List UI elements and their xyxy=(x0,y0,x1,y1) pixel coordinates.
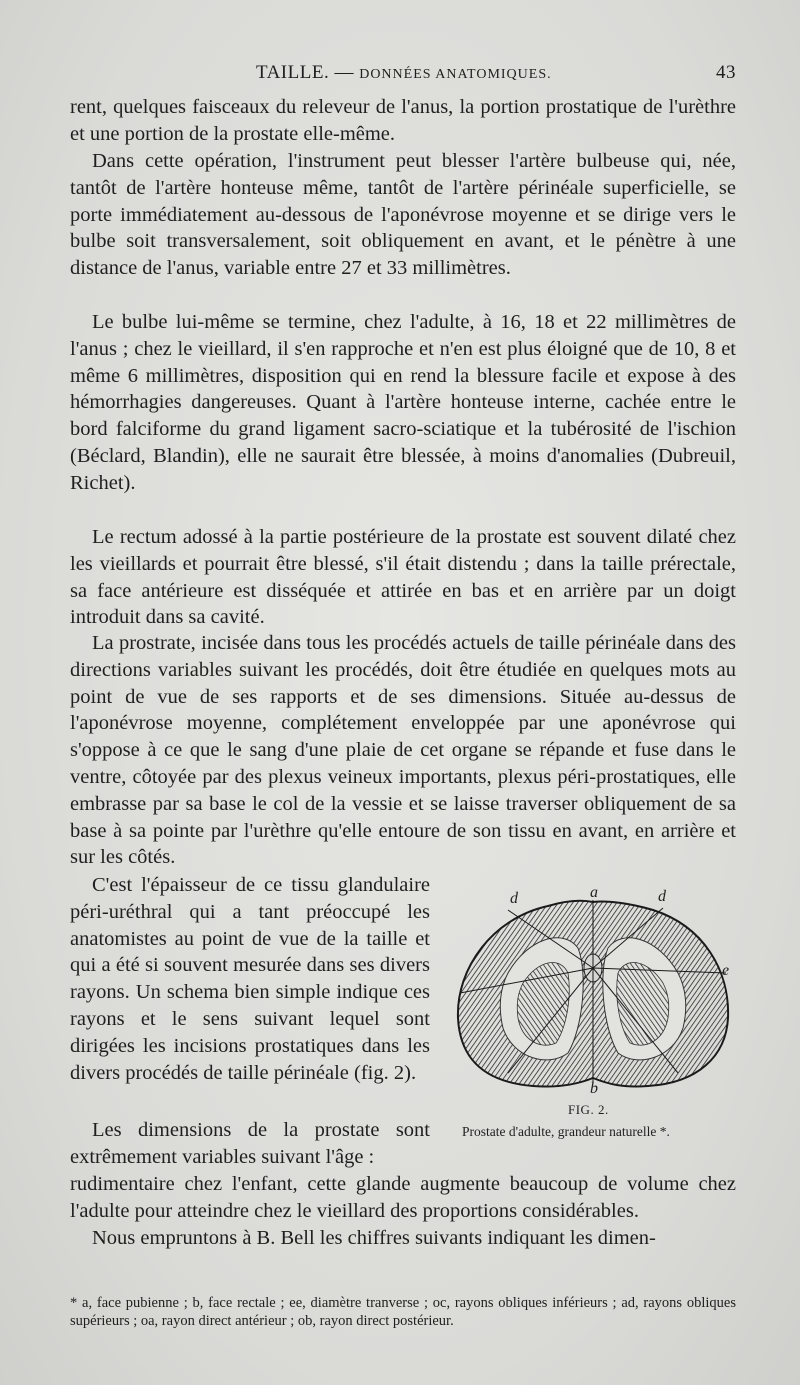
paragraph-7-start: Les dimensions de la prostate sont extrêmement variables suivant l'âge : xyxy=(70,1119,430,1168)
paragraph-6: C'est l'épaisseur de ce tissu glandulaire péri-uréthral qui a tant préoccupé les anatomistes au point de vue de la taille et qui a été si souvent mesurée dans ses divers rayons. Un schema bien simple indique ces rayons et le sens suivant lequel sont dirigées les incisions prostatiques dans les divers procédés de taille périnéale (fig. 2). xyxy=(70,874,430,1084)
running-title-small: DONNÉES ANATOMIQUES. xyxy=(359,67,552,82)
figure-label-d-right: d xyxy=(658,888,666,905)
figure-label-e: e xyxy=(722,962,730,979)
footnote-text: * a, face pubienne ; b, face rectale ; ee, diamètre tranverse ; oc, rayons obliques inférieurs ; ad, rayons obliques supérieurs ; oa, rayon direct antérieur ; ob, rayon direct postérieur. xyxy=(70,1295,736,1329)
paragraph-8: Nous empruntons à B. Bell les chiffres suivants indiquant les dimen- xyxy=(92,1227,656,1249)
figure-label-a: a xyxy=(590,884,598,901)
paragraph-5: La prostrate, incisée dans tous les procédés actuels de taille périnéale dans des directions variables suivant les procédés, doit être étudiée en quelques mots au point de vue de ses rapports et de ses dimensions. Située au-dessus de l'aponévrose moyenne, complétement enveloppée par une aponévrose qui s'oppose à ce que le sang d'une plaie de cet organe se répande et fuse dans le ventre, côtoyée par des plexus veineux importants, plexus péri-prostatiques, elle embrasse par sa base le col de la vessie et se laisse traverser obliquement de sa base à sa pointe par l'urèthre qu'elle entoure de son tissu en avant, en arrière et sur les côtés. xyxy=(70,632,736,869)
running-title-main: TAILLE. — xyxy=(256,62,354,83)
figure-number: FIG. 2. xyxy=(568,1102,609,1117)
paragraph-3: Le bulbe lui-même se termine, chez l'adulte, à 16, 18 et 22 millimètres de l'anus ; chez le vieillard, il s'en rapproche et n'en est plus éloigné que de 10, 8 et même 6 millimètres, disposition qui en rend la blessure facile et expose à des hémorrhagies dangereuses. Quant à l'artère honteuse interne, cachée entre le bord falciforme du grand ligament sacro-sciatique et la tubérosité de l'ischion (Béclard, Blandin), elle ne saurait être blessée, à moins d'anomalies (Dubreuil, Richet). xyxy=(70,311,736,494)
page-number: 43 xyxy=(716,62,736,83)
figure-caption: Prostate d'adulte, grandeur naturelle *. xyxy=(462,1124,670,1139)
prostate-engraving xyxy=(448,878,738,1108)
paragraph-7-end: rudimentaire chez l'enfant, cette glande augmente beaucoup de volume chez l'adulte pour atteindre chez le vieillard des proportions considérables. xyxy=(70,1173,736,1222)
running-title xyxy=(256,62,552,84)
paragraph-1: rent, quelques faisceaux du releveur de l'anus, la portion prostatique de l'urèthre et une portion de la prostate elle-même. xyxy=(70,96,736,145)
paragraph-4: Le rectum adossé à la partie postérieure de la prostate est souvent dilaté chez les vieillards et pourrait être blessé, s'il était distendu ; dans la taille prérectale, sa face antérieure est disséquée et attirée en bas et en arrière par un doigt introduit dans sa cavité. xyxy=(70,526,736,629)
prostate-figure xyxy=(448,878,738,1108)
figure-label-b: b xyxy=(590,1080,598,1097)
figure-label-d-left: d xyxy=(510,890,518,907)
footnote xyxy=(70,1294,736,1330)
paragraph-2: Dans cette opération, l'instrument peut blesser l'artère bulbeuse qui, née, tantôt de l'artère honteuse même, tantôt de l'artère périnéale superficielle, se porte immédiatement au-dessous de l'aponévrose moyenne et se dirige vers le bulbe soit transversalement, soit obliquement en avant, et le pénètre à une distance de l'anus, variable entre 27 et 33 millimètres. xyxy=(70,150,736,280)
running-header xyxy=(70,62,736,86)
